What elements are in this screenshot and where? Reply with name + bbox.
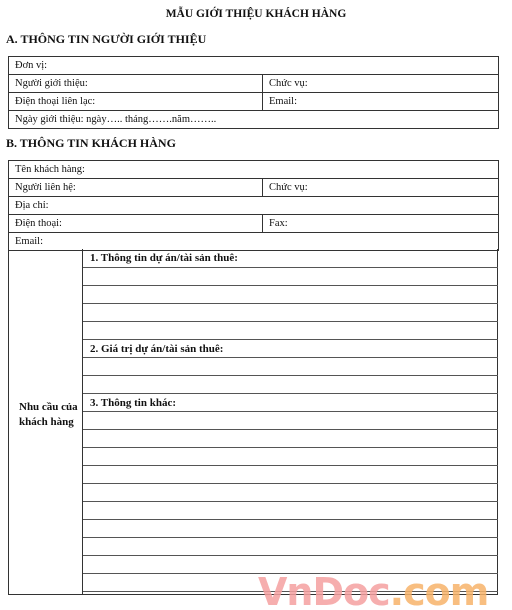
customer-phone-field[interactable]: Điện thoại: xyxy=(9,215,263,233)
referrer-email-field[interactable]: Email: xyxy=(263,93,499,111)
writing-line xyxy=(83,447,498,448)
contact-person-field[interactable]: Người liên hệ: xyxy=(9,179,263,197)
referrer-position-field[interactable]: Chức vụ: xyxy=(263,75,499,93)
writing-line xyxy=(83,465,498,466)
unit-field[interactable]: Đơn vị: xyxy=(9,57,499,75)
writing-line xyxy=(83,411,498,412)
project-info-heading: 1. Thông tin dự án/tài sản thuê: xyxy=(90,252,238,264)
customer-info-table xyxy=(8,160,499,251)
writing-line xyxy=(83,339,498,340)
watermark-part2: .com xyxy=(389,570,489,610)
needs-writing-area[interactable] xyxy=(83,249,498,594)
writing-line xyxy=(83,375,498,376)
project-value-heading: 2. Giá trị dự án/tài sản thuê: xyxy=(90,343,224,355)
referrer-info-table xyxy=(8,56,499,129)
referrer-phone-field[interactable]: Điện thoại liên lạc: xyxy=(9,93,263,111)
writing-line xyxy=(83,483,498,484)
writing-line xyxy=(83,501,498,502)
section-a-heading: A. THÔNG TIN NGƯỜI GIỚI THIỆU xyxy=(6,32,207,46)
writing-line xyxy=(83,303,498,304)
customer-email-field[interactable]: Email: xyxy=(9,233,499,251)
fax-field[interactable]: Fax: xyxy=(263,215,499,233)
vndoc-watermark-logo xyxy=(258,572,488,610)
page-title: MẪU GIỚI THIỆU KHÁCH HÀNG xyxy=(165,8,347,20)
writing-line xyxy=(83,537,498,538)
address-field[interactable]: Địa chỉ: xyxy=(9,197,499,215)
writing-line xyxy=(83,519,498,520)
writing-line xyxy=(83,555,498,556)
contact-position-field[interactable]: Chức vụ: xyxy=(263,179,499,197)
needs-label-cell xyxy=(9,249,83,594)
referrer-field[interactable]: Người giới thiệu: xyxy=(9,75,263,93)
customer-needs-block xyxy=(8,249,498,595)
writing-line xyxy=(83,429,498,430)
writing-line xyxy=(83,285,498,286)
customer-name-field[interactable]: Tên khách hàng: xyxy=(9,161,499,179)
watermark-part1: VnDoc xyxy=(258,570,390,610)
writing-line xyxy=(83,357,498,358)
other-info-heading: 3. Thông tin khác: xyxy=(90,397,176,409)
needs-label: Nhu cầu của khách hàng xyxy=(19,401,78,428)
writing-line xyxy=(83,393,498,394)
section-b-heading: B. THÔNG TIN KHÁCH HÀNG xyxy=(6,136,176,150)
writing-line xyxy=(83,321,498,322)
writing-line xyxy=(83,267,498,268)
referral-date-field[interactable]: Ngày giới thiệu: ngày….. tháng…….năm…….. xyxy=(9,111,499,129)
